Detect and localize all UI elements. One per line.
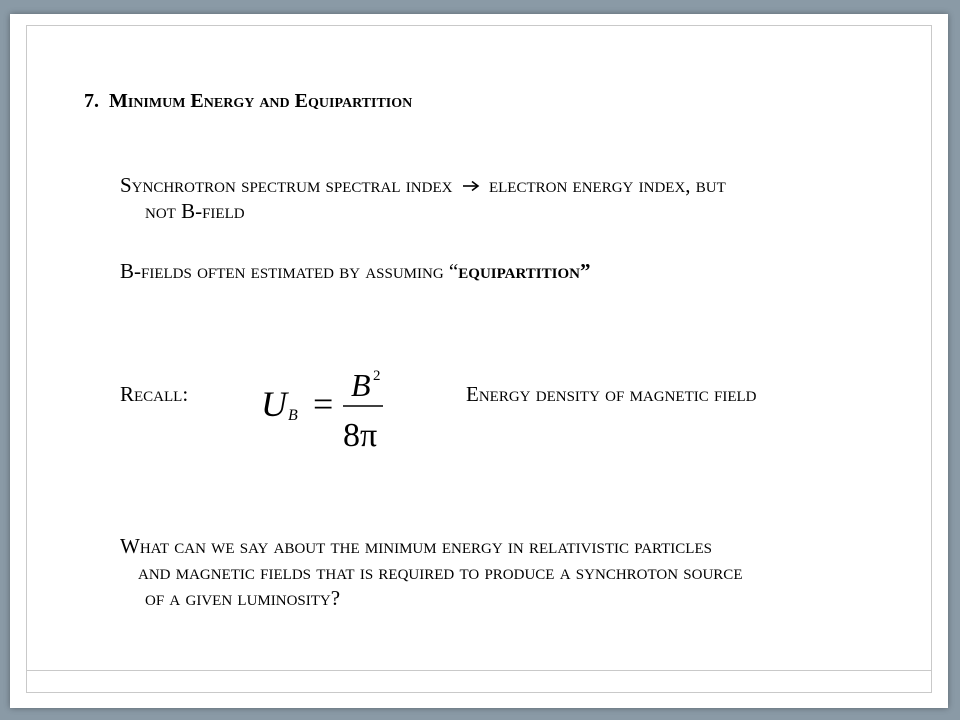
formula-numerator: B	[351, 367, 371, 403]
formula-lhs: U	[261, 384, 287, 424]
title-text: Minimum Energy and Equipartition	[109, 90, 413, 112]
equipartition-term: equipartition	[458, 259, 580, 283]
formula-lhs-sub: B	[288, 407, 298, 424]
question-line2: and magnetic fields that is required to produce a synchroton source	[138, 560, 743, 584]
right-arrow-icon	[462, 172, 480, 198]
slide-bottom-band	[26, 670, 932, 693]
recall-label: Recall:	[120, 382, 189, 406]
section-number: 7.	[84, 90, 99, 112]
para2-suffix: ”	[579, 259, 591, 283]
paragraph-spectral-index	[120, 172, 820, 224]
formula-equals: =	[313, 384, 334, 424]
para1-line1-end: electron energy index, but	[488, 173, 726, 197]
slide-title	[84, 90, 412, 113]
magnetic-energy-formula	[255, 362, 395, 452]
formula-denominator: 8π	[343, 417, 378, 452]
question-line1: What can we say about the minimum energy in relativistic particles	[120, 534, 712, 558]
para2-prefix: B-fields often estimated by assuming “	[120, 259, 459, 283]
question-line3: of a given luminosity?	[145, 586, 341, 610]
paragraph-question	[120, 533, 840, 611]
para1-line2: not B-field	[145, 199, 245, 223]
formula-exponent: 2	[373, 368, 381, 384]
energy-density-label: Energy density of magnetic field	[466, 382, 757, 406]
para1-line1: Synchrotron spectrum spectral index	[120, 173, 453, 197]
paragraph-equipartition	[120, 258, 590, 284]
